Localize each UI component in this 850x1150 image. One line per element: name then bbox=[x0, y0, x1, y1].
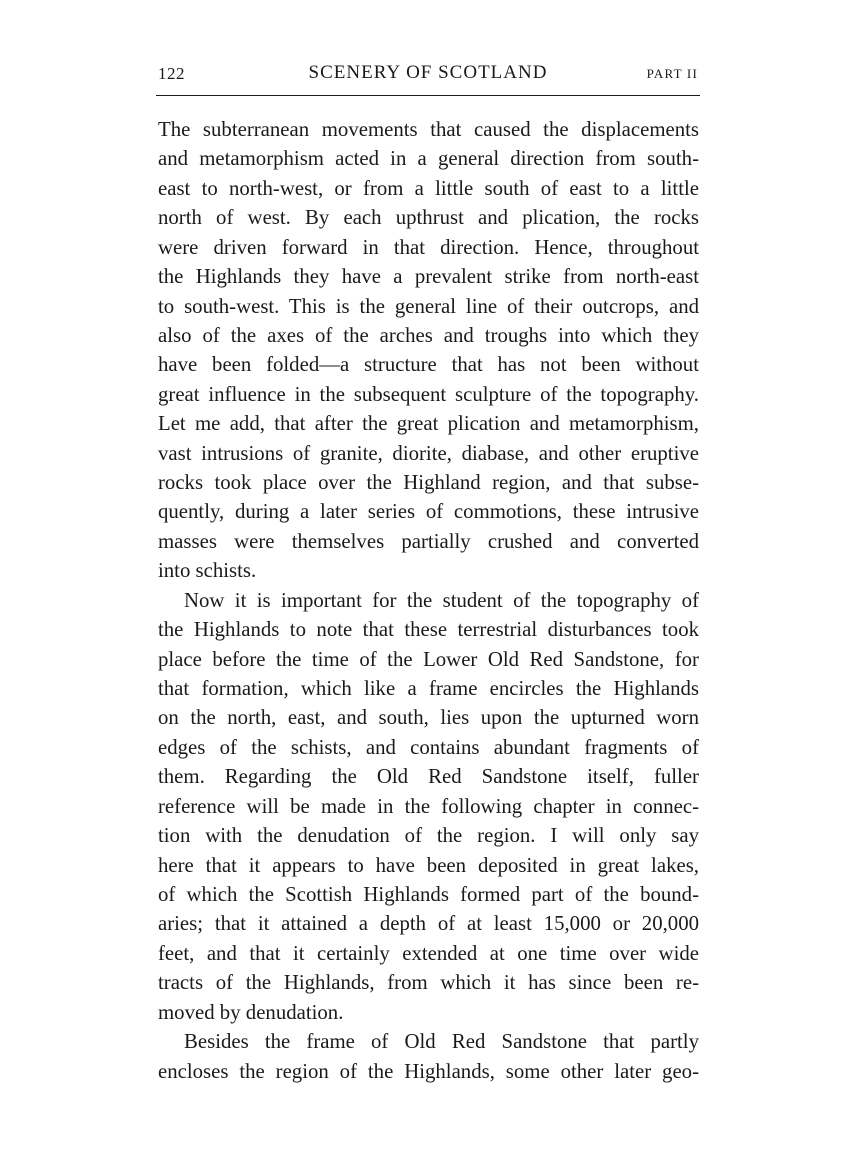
page-number: 122 bbox=[158, 64, 185, 83]
running-title: SCENERY OF SCOTLAND bbox=[308, 62, 548, 83]
text-line: Besides the frame of Old Red Sandstone that partly bbox=[184, 1030, 699, 1054]
text-line: north of west. By each upthrust and plication, the rocks bbox=[158, 206, 699, 230]
text-line: on the north, east, and south, lies upon the upturned worn bbox=[158, 706, 699, 730]
text-line: that formation, which like a frame encircles the Highlands bbox=[158, 677, 699, 701]
body-text bbox=[158, 115, 699, 1086]
text-line: Let me add, that after the great plication and metamorphism, bbox=[158, 412, 699, 436]
text-line: masses were themselves partially crushed and converted bbox=[158, 529, 699, 553]
text-line: east to north-west, or from a little south of east to a little bbox=[158, 176, 699, 200]
text-line: tion with the denudation of the region. I will only say bbox=[158, 824, 699, 848]
text-line: aries; that it attained a depth of at least 15,000 or 20,000 bbox=[158, 912, 699, 936]
text-line: were driven forward in that direction. Hence, throughout bbox=[158, 235, 699, 259]
text-line: of which the Scottish Highlands formed part of the bound- bbox=[158, 882, 699, 906]
part-label: PART II bbox=[646, 66, 698, 81]
text-line: have been folded—a structure that has not been without bbox=[158, 353, 699, 377]
text-line: great influence in the subsequent sculpture of the topography. bbox=[158, 382, 699, 406]
text-line: them. Regarding the Old Red Sandstone itself, fuller bbox=[158, 765, 699, 789]
text-line: tracts of the Highlands, from which it has since been re- bbox=[158, 971, 699, 995]
text-line: moved by denudation. bbox=[158, 1000, 344, 1024]
text-line: to south-west. This is the general line of their outcrops, and bbox=[158, 294, 699, 318]
text-line: into schists. bbox=[158, 559, 257, 583]
text-line: quently, during a later series of commotions, these intrusive bbox=[158, 500, 699, 524]
text-line: Now it is important for the student of the topography of bbox=[184, 588, 699, 612]
text-line: the Highlands they have a prevalent strike from north-east bbox=[158, 265, 699, 289]
header-rule bbox=[156, 95, 700, 96]
text-line: also of the axes of the arches and troughs into which they bbox=[158, 323, 699, 347]
running-head bbox=[158, 62, 698, 88]
text-line: rocks took place over the Highland region, and that subse- bbox=[158, 471, 699, 495]
text-line: edges of the schists, and contains abundant fragments of bbox=[158, 735, 699, 759]
text-line: place before the time of the Lower Old Red Sandstone, for bbox=[158, 647, 699, 671]
text-line: reference will be made in the following chapter in connec- bbox=[158, 794, 699, 818]
text-line: the Highlands to note that these terrestrial disturbances took bbox=[158, 618, 699, 642]
text-line: here that it appears to have been deposited in great lakes, bbox=[158, 853, 699, 877]
text-line: The subterranean movements that caused the displacements bbox=[158, 118, 699, 141]
text-line: vast intrusions of granite, diorite, diabase, and other eruptive bbox=[158, 441, 699, 465]
text-line: and metamorphism acted in a general direction from south- bbox=[158, 147, 699, 171]
text-line: encloses the region of the Highlands, some other later geo- bbox=[158, 1059, 699, 1083]
text-line: feet, and that it certainly extended at one time over wide bbox=[158, 941, 699, 965]
